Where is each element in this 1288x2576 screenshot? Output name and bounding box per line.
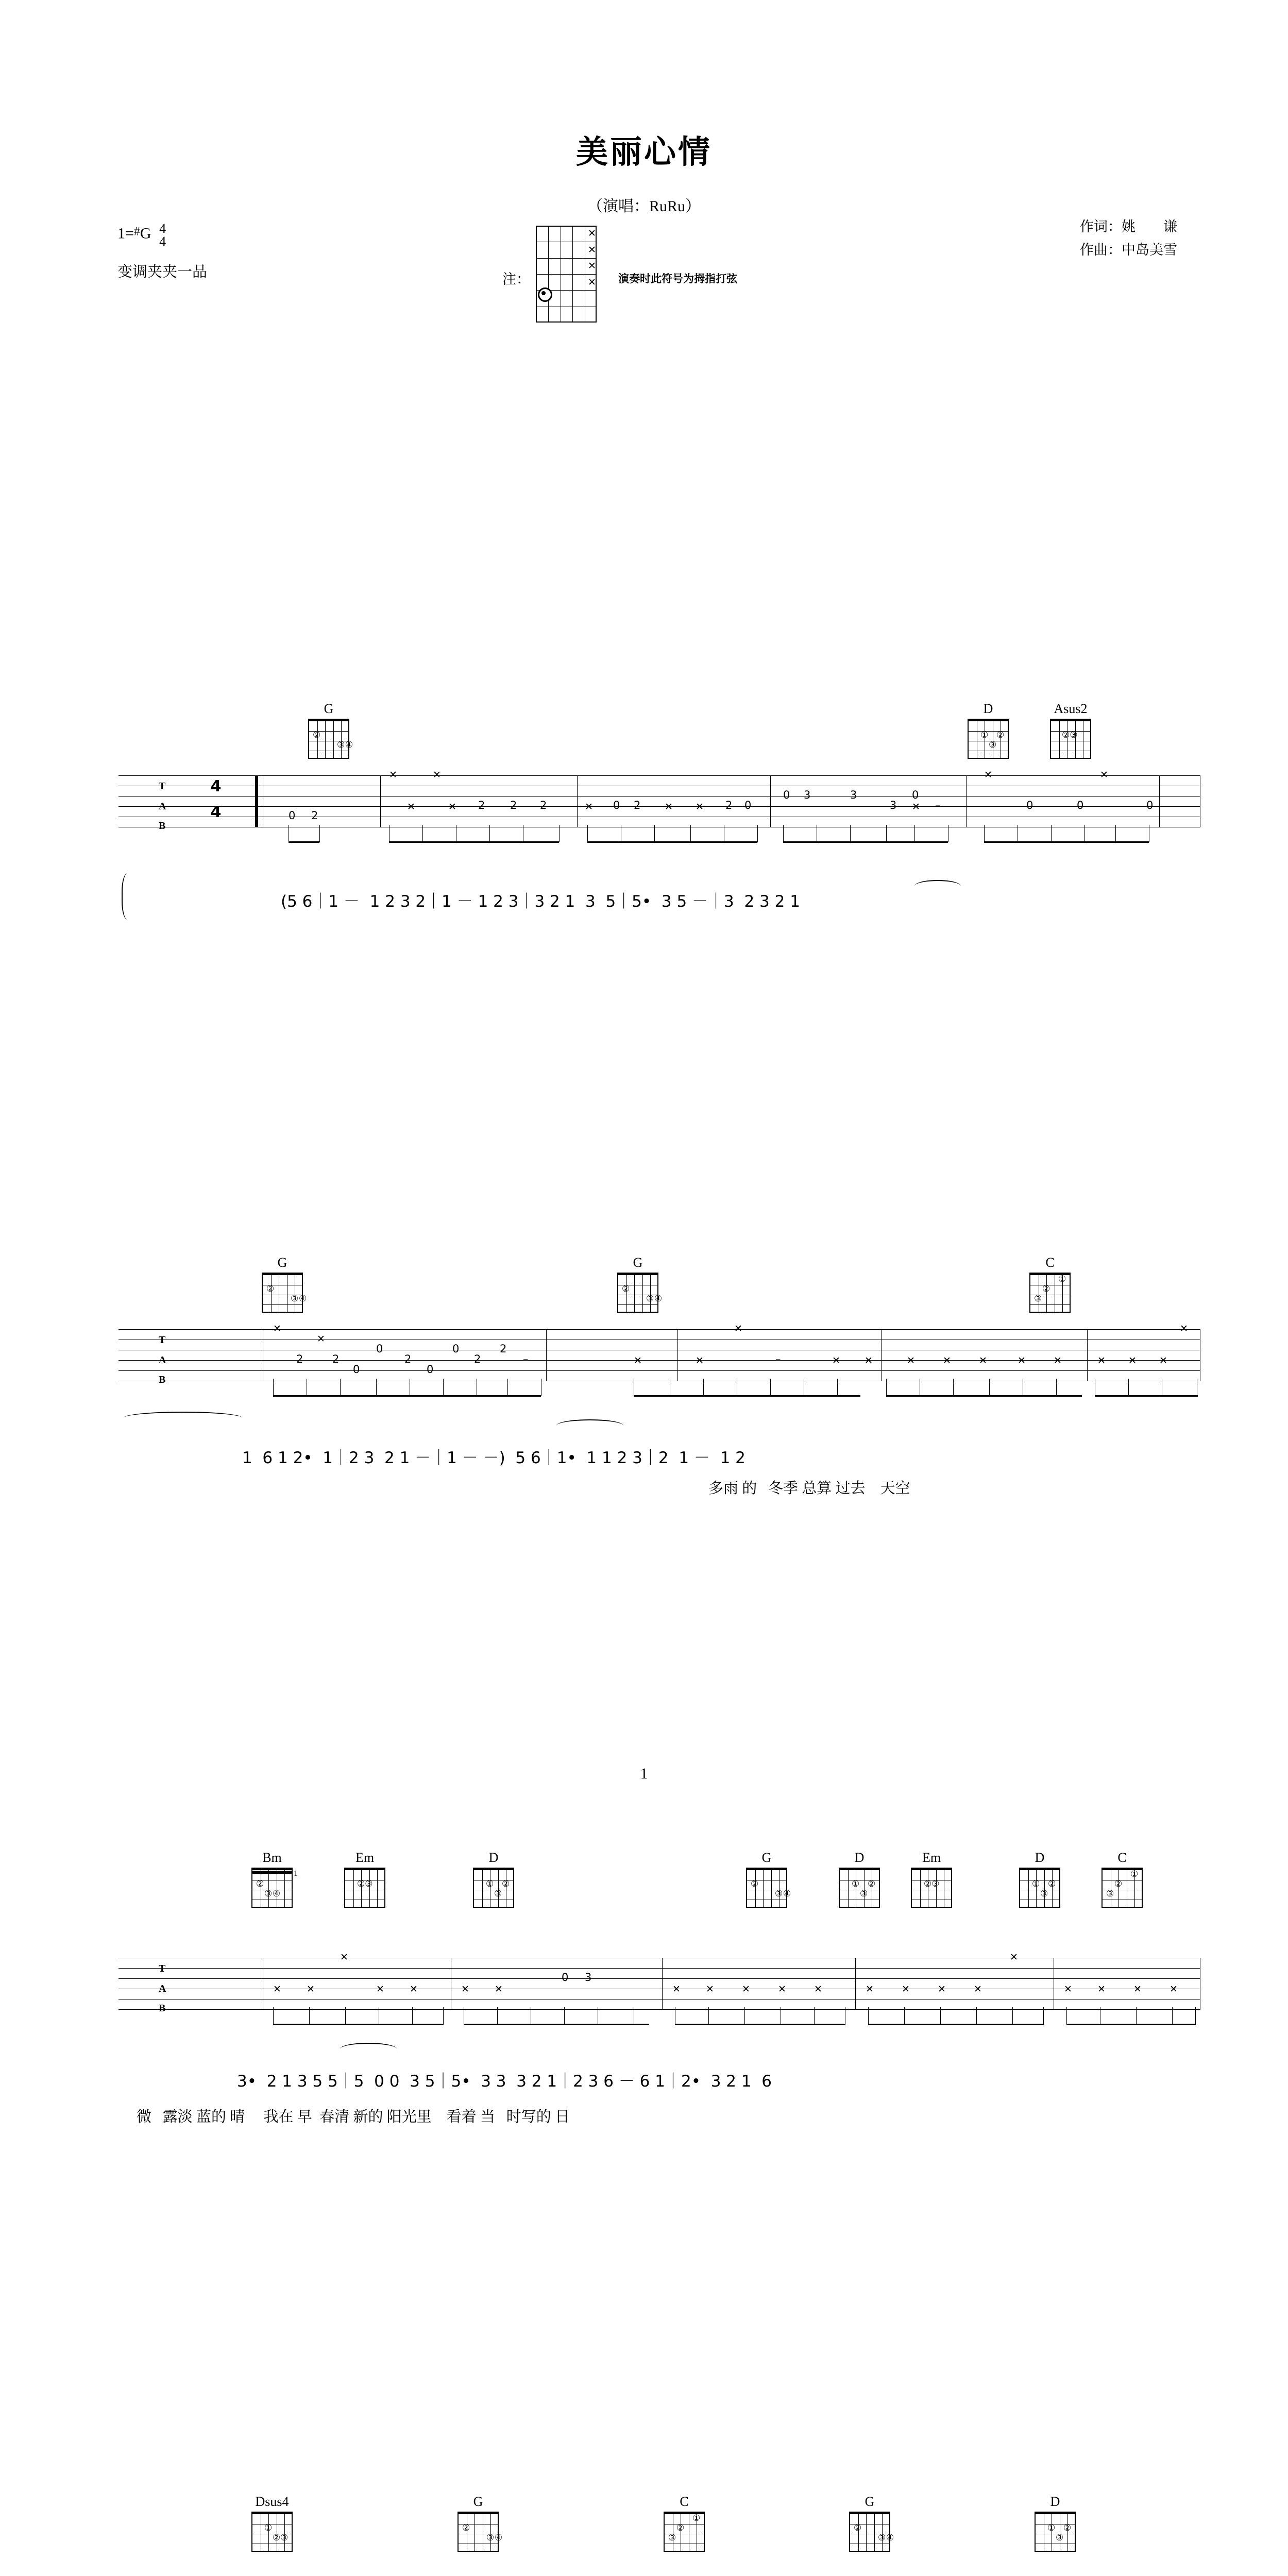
tab-staff-2: T A B ✕ 2 ✕ 2 0 0 2 0 0 2 2 – ✕ ✕ ✕ – ✕ ✕ ✕ ✕ ✕ ✕ ✕ ✕ ✕ ✕ ✕ (118, 1329, 1200, 1386)
key-sharp: # (133, 225, 140, 239)
chord-name: Dsus4 (255, 2494, 289, 2509)
chord-name: C (1045, 1255, 1055, 1270)
chord-name: G (865, 2494, 875, 2509)
tab-letter-b: B (159, 2003, 166, 2014)
capo-instruction: 变调夹夹一品 (117, 264, 208, 280)
chord-name: G (473, 2494, 483, 2509)
key-letter: G (140, 225, 151, 242)
chord-name: D (488, 1850, 499, 1865)
system-1: G ② ③ ④ D ① ② ③ Asus2 ②③ T A B 4 4 0 2 ✕ ✕ ✕ ✕ 2 2 2 ✕ 0 2 ✕ ✕ 2 0 0 3 3 3 0 ✕ ✕ 0 0 ✕ 0 – (5 6｜1 － 1 2 3 2｜1 － 1 2 3｜3 2 1 3 5｜5• 3 5 －｜3 2 3 2 1 (0, 340, 1288, 587)
mute-marker: ✕ (588, 244, 596, 256)
key-prefix: 1= (117, 225, 134, 242)
chord-name: D (854, 1850, 865, 1865)
tab-letter-a: A (159, 801, 166, 812)
chord-name: C (680, 2494, 689, 2509)
key-signature (117, 223, 166, 248)
composer-credit: 作曲：中岛美雪 (1080, 242, 1177, 258)
melody-line-3: 3• 2 1 3 5 5｜5 0 0 3 5｜5• 3 3 3 2 1｜2 3 6 － 6 1｜2• 3 2 1 6 (237, 2072, 772, 2091)
tab-letter-t: T (159, 1334, 166, 1346)
note-text: 演奏时此符号为拇指打弦 (618, 273, 737, 285)
chord-name: Bm (262, 1850, 282, 1865)
tab-letter-a: A (159, 1983, 166, 1994)
thumb-slap-diagram (536, 226, 598, 324)
time-signature (159, 223, 166, 248)
melody-line-1: (5 6｜1 － 1 2 3 2｜1 － 1 2 3｜3 2 1 3 5｜5• 3 5 －｜3 2 3 2 1 (281, 892, 800, 911)
mute-marker: ✕ (588, 228, 596, 239)
chord-name: Em (922, 1850, 941, 1865)
time-denominator: 4 (159, 233, 166, 249)
tab-letter-t: T (159, 1963, 166, 1974)
tab-letter-a: A (159, 1354, 166, 1366)
chord-name: D (1035, 1850, 1045, 1865)
mute-marker: ✕ (588, 277, 596, 288)
page-number: 1 (640, 1765, 648, 1782)
slur (340, 2043, 397, 2055)
page-title: 美丽心情 (575, 133, 712, 171)
chord-name: G (277, 1255, 287, 1270)
chord-name: G (324, 701, 334, 716)
system-2: G ② ③ ④ G ② ③ ④ C ① ② ③ T A B ✕ 2 ✕ 2 0 0 2 0 0 2 2 – ✕ ✕ ✕ – ✕ ✕ ✕ ✕ ✕ ✕ ✕ ✕ ✕ ✕ ✕ 1 6 1 2• 1｜2 3 2 1 －｜1 － －) 5 6｜1• 1 1 2 3｜2 1 － 1 2 多雨 的 冬季 总算 过去 天空 (0, 618, 1288, 886)
mute-marker: ✕ (588, 260, 596, 272)
staff-time-signature: 4 (210, 777, 222, 795)
tab-staff-3: T A B ✕ ✕ ✕ ✕ ✕ ✕ ✕ 0 3 ✕ ✕ ✕ ✕ ✕ ✕ ✕ ✕ ✕ ✕ ✕ ✕ ✕ ✕ (118, 1958, 1200, 2014)
tab-letter-b: B (159, 1374, 166, 1385)
tab-staff-1: T A B 4 4 0 2 ✕ ✕ ✕ ✕ 2 2 2 ✕ 0 2 ✕ ✕ 2 0 0 3 3 3 0 ✕ ✕ 0 0 ✕ 0 – (118, 775, 1200, 832)
credits (1080, 215, 1177, 261)
chord-name: G (633, 1255, 643, 1270)
thumb-dot (538, 287, 552, 302)
staff-time-signature: 4 (210, 803, 222, 821)
lyricist-credit: 作词：姚 谦 (1080, 219, 1177, 234)
singer-line: （演唱：RuRu） (587, 198, 701, 215)
chord-name: Asus2 (1054, 701, 1088, 716)
chord-name: D (1050, 2494, 1060, 2509)
melody-line-2: 1 6 1 2• 1｜2 3 2 1 －｜1 － －) 5 6｜1• 1 1 2 3｜2 1 － 1 2 (242, 1449, 745, 1467)
time-numerator: 4 (159, 221, 166, 236)
system-3: Bm 1 ③ ④ ② Em ②③ D ① ② ③ G ② ③ ④ D ① ② ③ Em ②③ D ① ② ③ C ① ② ③ T A B ✕ ✕ ✕ ✕ ✕ ✕ ✕ 0 3 ✕ ✕ ✕ ✕ ✕ ✕ ✕ ✕ ✕ ✕ ✕ ✕ ✕ ✕ 3• 2 1 3 5 5｜5 0 0 3 5｜5• 3 3 3 2 1｜2 3 6 － 6 1｜2• 3 2 1 6 微 露淡 蓝的 晴 我在 早 春清 新的 阳光里 看着 当 时写的 日 (0, 917, 1288, 1185)
tab-letter-b: B (159, 820, 166, 832)
lyric-line-3: 微 露淡 蓝的 晴 我在 早 春清 新的 阳光里 看着 当 时写的 日 (137, 2109, 570, 2125)
chord-name: Em (355, 1850, 375, 1865)
lyric-line-2: 多雨 的 冬季 总算 过去 天空 (708, 1480, 910, 1497)
note-label: 注： (502, 272, 530, 287)
chord-name: C (1117, 1850, 1127, 1865)
chord-name: G (761, 1850, 772, 1865)
chord-name: D (983, 701, 993, 716)
tab-letter-t: T (159, 781, 166, 792)
system-4: Dsus4 ① ② ③ G ② ③ ④ C ① ② ③ G ② ③ ④ D ① ② ③ (0, 1236, 1288, 1546)
